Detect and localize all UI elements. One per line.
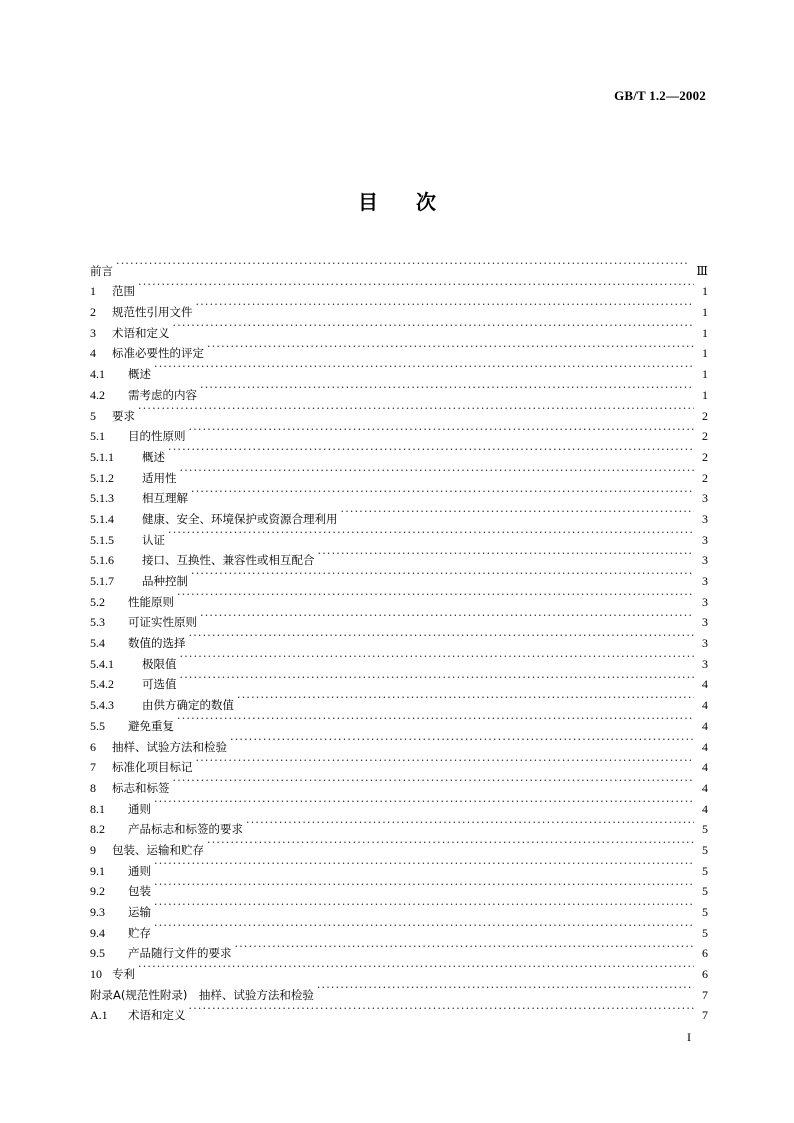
- toc-entry[interactable]: [90, 399, 708, 423]
- toc-entry-number: A.1: [90, 1008, 108, 1023]
- toc-entry-page: 3: [702, 553, 708, 568]
- toc-leader-dots: [116, 254, 690, 275]
- toc-leader-dots: [168, 523, 694, 544]
- toc-entry[interactable]: [90, 254, 708, 278]
- toc-leader-dots: [189, 626, 695, 647]
- toc-entry-number: 2: [90, 305, 96, 320]
- toc-entry-number: 5.4.3: [90, 698, 114, 713]
- toc-entry[interactable]: [90, 295, 708, 320]
- toc-leader-dots: [168, 440, 694, 461]
- toc-entry[interactable]: [90, 606, 708, 630]
- toc-leader-dots: [341, 502, 695, 523]
- toc-entry-title: 可证实性原则: [128, 615, 197, 630]
- toc-entry-number: 5.1.5: [90, 532, 114, 547]
- toc-entry-page: 3: [702, 656, 708, 671]
- toc-entry-label: [90, 592, 177, 613]
- toc-entry[interactable]: [90, 709, 708, 733]
- toc-entry-label: [90, 902, 154, 923]
- toc-entry-page: 2: [702, 408, 708, 423]
- toc-entry-title: 标准化项目标记: [112, 760, 193, 775]
- toc-entry-number: 8.1: [90, 801, 105, 816]
- toc-entry-number: 10: [90, 967, 102, 982]
- toc-entry-number: 9.5: [90, 946, 105, 961]
- toc-entry-number: 3: [90, 325, 96, 340]
- toc-entry-page: 3: [702, 574, 708, 588]
- toc-leader-dots: [154, 854, 694, 875]
- toc-leader-dots: [200, 378, 694, 399]
- toc-entry-number: 4.2: [90, 387, 105, 402]
- toc-entry-label: [90, 571, 191, 592]
- toc-entry-title: 相互理解: [142, 491, 188, 506]
- toc-entry-label: [90, 674, 180, 695]
- toc-entry-title: 术语和定义: [128, 1008, 186, 1023]
- toc-entry[interactable]: [90, 978, 708, 1002]
- toc-leader-dots: [196, 295, 695, 316]
- toc-entry[interactable]: [90, 854, 708, 878]
- toc-entry[interactable]: [90, 771, 708, 795]
- toc-entry-page: 5: [702, 884, 708, 899]
- toc-entry-page: 5: [702, 925, 708, 940]
- toc-leader-dots: [189, 999, 695, 1020]
- toc-leader-dots: [230, 730, 694, 751]
- toc-entry[interactable]: [90, 957, 708, 982]
- toc-entry-title: 包装、运输和贮存: [112, 842, 204, 857]
- toc-entry[interactable]: [90, 730, 708, 754]
- toc-leader-dots: [138, 275, 694, 296]
- toc-entry-title: 目的性原则: [128, 429, 186, 444]
- toc-entry-label: [90, 633, 189, 654]
- toc-entry-page: 3: [702, 615, 708, 630]
- toc-leader-dots: [154, 357, 694, 378]
- toc-leader-dots: [180, 647, 695, 668]
- toc-entry-page: 1: [702, 346, 708, 361]
- toc-entry-title: 抽样、试验方法和检验: [112, 739, 227, 754]
- toc-entry-number: 5.1.3: [90, 491, 114, 506]
- toc-leader-dots: [196, 751, 695, 772]
- toc-leader-dots: [138, 399, 694, 420]
- toc-entry-title: 性能原则: [128, 594, 174, 609]
- toc-entry-label: [90, 861, 154, 882]
- toc-entry-title: 产品随行文件的要求: [128, 946, 232, 961]
- toc-entry[interactable]: [90, 461, 708, 485]
- toc-entry-page: 2: [702, 449, 708, 464]
- toc-entry-label: [90, 468, 180, 489]
- toc-entry-page: 5: [702, 842, 708, 857]
- toc-entry-title: 附录A(规范性附录) 抽样、试验方法和检验: [90, 987, 314, 1002]
- toc-entry-number: 4: [90, 346, 96, 361]
- toc-entry-page: Ⅲ: [696, 263, 708, 278]
- toc-entry-page: 4: [702, 780, 708, 795]
- toc-entry-page: 1: [702, 305, 708, 320]
- toc-entry-title: 术语和定义: [112, 325, 170, 340]
- toc-leader-dots: [177, 709, 694, 730]
- toc-leader-dots: [200, 606, 694, 627]
- toc-entry-page: 3: [702, 636, 708, 651]
- toc-leader-dots: [318, 544, 695, 565]
- toc-entry-label: [90, 364, 154, 385]
- toc-entry-number: 9.3: [90, 905, 105, 919]
- toc-entry-page: 4: [702, 739, 708, 754]
- toc-leader-dots: [138, 957, 694, 978]
- toc-entry[interactable]: [90, 337, 708, 361]
- toc-entry-title: 包装: [128, 884, 151, 899]
- toc-entry[interactable]: [90, 688, 708, 713]
- toc-entry-label: [90, 654, 180, 675]
- toc-entry-number: 5.4.1: [90, 656, 114, 671]
- toc-entry-title: 概述: [142, 449, 165, 464]
- toc-entry[interactable]: [90, 482, 708, 506]
- toc-entry-number: 5.1: [90, 429, 105, 444]
- toc-entry[interactable]: [90, 440, 708, 464]
- toc-entry-page: 3: [702, 491, 708, 506]
- toc-entry-label: [90, 447, 168, 468]
- toc-leader-dots: [180, 461, 695, 482]
- toc-entry-page: 5: [702, 822, 708, 837]
- toc-entry-label: [90, 923, 154, 944]
- toc-entry-page: 5: [702, 863, 708, 878]
- toc-entry-title: 贮存: [128, 925, 151, 940]
- toc-leader-dots: [235, 937, 695, 958]
- toc-entry[interactable]: [90, 668, 708, 692]
- toc-entry-label: [90, 323, 173, 344]
- toc-leader-dots: [246, 813, 694, 834]
- toc-entry-page: 4: [702, 698, 708, 713]
- toc-entry-page: 2: [702, 470, 708, 485]
- toc-leader-dots: [180, 668, 695, 689]
- toc-entry-number: 5.3: [90, 615, 105, 630]
- toc-leader-dots: [177, 585, 694, 606]
- toc-entry-page: 1: [702, 284, 708, 299]
- toc-entry[interactable]: [90, 316, 708, 340]
- toc-entry-page: 4: [702, 677, 708, 692]
- toc-entry-page: 4: [702, 760, 708, 775]
- toc-entry-label: [90, 281, 138, 302]
- toc-entry-title: 标志和标签: [112, 780, 170, 795]
- toc-entry-label: [90, 1005, 189, 1026]
- toc-entry-title: 标准必要性的评定: [112, 346, 204, 361]
- toc-entry-label: [90, 261, 116, 282]
- toc-leader-dots: [191, 564, 694, 585]
- toc-entry-page: 1: [702, 367, 708, 382]
- toc-entry-title: 可选值: [142, 677, 177, 692]
- toc-entry-title: 健康、安全、环境保护或资源合理利用: [142, 511, 338, 526]
- toc-entry[interactable]: [90, 544, 708, 568]
- toc-entry-number: 5.1.6: [90, 553, 114, 568]
- toc-entry-title: 运输: [128, 905, 151, 919]
- toc-entry-page: 4: [702, 718, 708, 733]
- toc-entry-title: 品种控制: [142, 574, 188, 588]
- toc-entry-title: 由供方确定的数值: [142, 698, 234, 713]
- toc-entry[interactable]: [90, 895, 708, 919]
- toc-entry-number: 6: [90, 739, 96, 754]
- page-number: I: [687, 1030, 691, 1044]
- table-of-contents: [90, 254, 708, 1023]
- toc-entry-title: 专利: [112, 967, 135, 982]
- toc-entry-title: 接口、互换性、兼容性或相互配合: [142, 553, 315, 568]
- toc-leader-dots: [154, 875, 694, 896]
- toc-entry-number: 5.1.7: [90, 574, 114, 588]
- toc-entry-title: 产品标志和标签的要求: [128, 822, 243, 837]
- toc-entry[interactable]: [90, 378, 708, 402]
- toc-entry[interactable]: [90, 275, 708, 299]
- toc-entry-number: 5.4: [90, 636, 105, 651]
- toc-entry-label: [90, 964, 138, 985]
- page-title: 目次: [358, 190, 474, 214]
- toc-leader-dots: [191, 482, 694, 503]
- toc-entry[interactable]: [90, 813, 708, 837]
- toc-leader-dots: [154, 792, 694, 813]
- toc-leader-dots: [207, 833, 694, 854]
- toc-entry-number: 1: [90, 284, 96, 299]
- toc-entry-label: [90, 406, 138, 427]
- toc-entry[interactable]: [90, 357, 708, 382]
- toc-leader-dots: [207, 337, 694, 358]
- toc-entry-page: 5: [702, 905, 708, 919]
- toc-entry-number: 4.1: [90, 367, 105, 382]
- toc-entry-page: 2: [702, 429, 708, 444]
- toc-leader-dots: [173, 771, 695, 792]
- toc-entry-label: [90, 612, 200, 633]
- toc-entry-title: 要求: [112, 408, 135, 423]
- toc-entry-number: 5.2: [90, 594, 105, 609]
- toc-leader-dots: [317, 978, 694, 999]
- toc-entry-label: [90, 881, 154, 902]
- toc-entry-title: 需考虑的内容: [128, 387, 197, 402]
- toc-leader-dots: [154, 895, 694, 916]
- document-code: GB/T 1.2—2002: [614, 88, 706, 103]
- toc-entry[interactable]: [90, 420, 708, 444]
- toc-entry-number: 7: [90, 760, 96, 775]
- toc-entry-label: [90, 488, 191, 509]
- toc-entry-page: 3: [702, 511, 708, 526]
- toc-entry-title: 极限值: [142, 656, 177, 671]
- toc-entry-page: 7: [702, 1008, 708, 1023]
- toc-entry-page: 1: [702, 325, 708, 340]
- toc-entry-title: 规范性引用文件: [112, 305, 193, 320]
- toc-entry-title: 认证: [142, 532, 165, 547]
- toc-entry-title: 通则: [128, 801, 151, 816]
- toc-entry-label: [90, 716, 177, 737]
- toc-entry-number: 9: [90, 842, 96, 857]
- toc-entry-title: 避免重复: [128, 718, 174, 733]
- toc-entry-page: 3: [702, 532, 708, 547]
- toc-entry-number: 9.2: [90, 884, 105, 899]
- toc-entry-title: 通则: [128, 863, 151, 878]
- toc-entry-number: 5.4.2: [90, 677, 114, 692]
- toc-leader-dots: [189, 420, 695, 441]
- toc-entry-title: 概述: [128, 367, 151, 382]
- toc-entry[interactable]: [90, 875, 708, 899]
- toc-entry-title: 适用性: [142, 470, 177, 485]
- toc-entry-number: 8: [90, 780, 96, 795]
- toc-entry-page: 3: [702, 594, 708, 609]
- toc-entry-number: 9.4: [90, 925, 105, 940]
- toc-leader-dots: [173, 316, 695, 337]
- toc-entry-number: 5.1.2: [90, 470, 114, 485]
- toc-entry-title: 数值的选择: [128, 636, 186, 651]
- toc-entry[interactable]: [90, 585, 708, 609]
- toc-entry-number: 9.1: [90, 863, 105, 878]
- toc-entry[interactable]: [90, 647, 708, 671]
- toc-entry-page: 1: [702, 387, 708, 402]
- toc-entry-number: 8.2: [90, 822, 105, 837]
- toc-entry[interactable]: [90, 523, 708, 547]
- toc-entry-title: 范围: [112, 284, 135, 299]
- toc-entry[interactable]: [90, 792, 708, 816]
- toc-entry-page: 7: [702, 987, 708, 1002]
- toc-entry-label: [90, 799, 154, 820]
- toc-leader-dots: [154, 916, 694, 937]
- toc-entry-label: [90, 530, 168, 551]
- toc-entry-page: 6: [702, 946, 708, 961]
- toc-entry-number: 5.1.1: [90, 449, 114, 464]
- toc-entry-number: 5.5: [90, 718, 105, 733]
- toc-entry-number: 5: [90, 408, 96, 423]
- toc-entry-page: 4: [702, 801, 708, 816]
- toc-entry-title: 前言: [90, 263, 113, 278]
- toc-entry-number: 5.1.4: [90, 511, 114, 526]
- toc-entry[interactable]: [90, 916, 708, 940]
- toc-entry[interactable]: [90, 937, 708, 961]
- toc-entry-page: 6: [702, 967, 708, 982]
- toc-leader-dots: [237, 688, 694, 709]
